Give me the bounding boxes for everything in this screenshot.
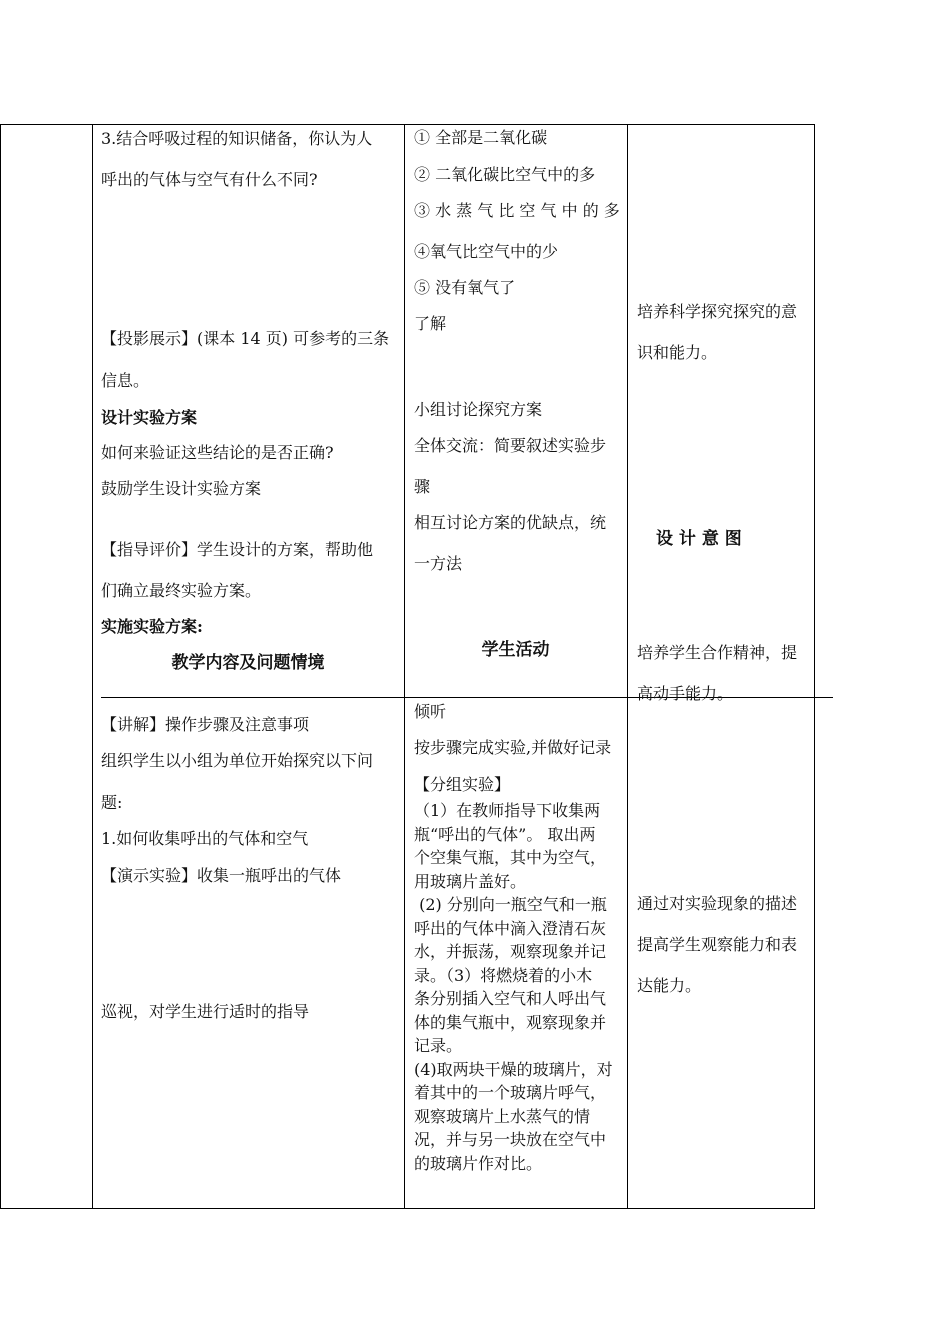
guidance-line1: 【指导评价】学生设计的方案，帮助他 <box>101 540 374 559</box>
share-line2: 骤 <box>414 477 431 496</box>
design-plan-question: 如何来验证这些结论的是否正确? <box>101 443 334 462</box>
projection-line2: 信息。 <box>101 371 150 390</box>
listen-text: 倾听 <box>414 702 447 721</box>
step-line: （1）在教师指导下收集两 <box>414 801 601 820</box>
step-line: 记录。 <box>414 1036 463 1055</box>
lecture-note: 【讲解】操作步骤及注意事项 <box>101 715 310 734</box>
intent-2-line1: 培养学生合作精神，提 <box>637 643 798 662</box>
group-experiment-label: 【分组实验】 <box>414 775 511 794</box>
column-divider-3 <box>627 124 628 1209</box>
step-line: 条分别插入空气和人呼出气 <box>414 989 607 1008</box>
answer-4: ④氧气比空气中的少 <box>414 242 559 261</box>
step-line: 着其中的一个玻璃片呼气， <box>414 1083 607 1102</box>
column-header-teaching-content: 教学内容及问题情境 <box>171 653 325 673</box>
answer-3: ③ 水 蒸 气 比 空 气 中 的 多 <box>414 201 620 220</box>
step-line: 体的集气瓶中，观察现象并 <box>414 1012 607 1032</box>
step-line: 况，并与另一块放在空气中 <box>414 1130 607 1149</box>
mutual-discussion-line2: 一方法 <box>414 554 463 573</box>
step-line: 呼出的气体中滴入澄清石灰 <box>414 918 607 938</box>
intent-2-line2: 高动手能力。 <box>637 684 734 703</box>
step-line: 录。（3）将燃烧着的小木 <box>414 965 593 985</box>
table-right-border <box>814 124 815 1209</box>
question-3-line2: 呼出的气体与空气有什么不同? <box>101 170 318 189</box>
answer-1: ① 全部是二氧化碳 <box>414 128 548 147</box>
implement-plan-title: 实施实验方案: <box>101 617 203 636</box>
column-divider-2 <box>404 124 405 1209</box>
table-left-border <box>0 124 1 1209</box>
step-line: 用玻璃片盖好。 <box>414 871 527 891</box>
guidance-line2: 们确立最终实验方案。 <box>101 581 262 600</box>
table-bottom-border <box>0 1208 815 1209</box>
question-3-line1: 3.结合呼吸过程的知识储备，你认为人 <box>101 129 373 148</box>
step-line: (4)取两块干燥的玻璃片，对 <box>414 1059 613 1079</box>
table-top-border <box>0 124 815 125</box>
step-line: 观察玻璃片上水蒸气的情 <box>414 1106 591 1126</box>
projection-line1: 【投影展示】(课本 14 页) 可参考的三条 <box>101 329 390 348</box>
intent-1-line2: 识和能力。 <box>637 343 718 362</box>
step-line: 水，并振荡，观察现象并记 <box>414 942 607 961</box>
organize-line1: 组织学生以小组为单位开始探究以下问 <box>101 751 374 770</box>
mutual-discussion-line1: 相互讨论方案的优缺点，统 <box>414 513 607 532</box>
demo-experiment: 【演示实验】收集一瓶呼出的气体 <box>101 866 342 885</box>
column-header-design-intent: 设 计 意 图 <box>656 529 742 549</box>
answer-5: ⑤ 没有氧气了 <box>414 278 516 297</box>
follow-steps-text: 按步骤完成实验,并做好记录 <box>414 738 612 757</box>
experiment-steps <box>414 799 613 1175</box>
intent-3-line1: 通过对实验现象的描述 <box>637 894 798 913</box>
step-line: 个空集气瓶，其中为空气， <box>414 848 607 867</box>
answer-2: ② 二氧化碳比空气中的多 <box>414 165 596 184</box>
intent-1-line1: 培养科学探究探究的意 <box>637 302 798 321</box>
intent-3-line3: 达能力。 <box>637 976 702 995</box>
column-header-student-activity: 学生活动 <box>481 640 550 660</box>
step-line: 的玻璃片作对比。 <box>414 1153 543 1173</box>
design-plan-encourage: 鼓励学生设计实验方案 <box>101 479 262 498</box>
understand-text: 了解 <box>414 314 447 333</box>
step-line: 瓶“呼出的气体”。 取出两 <box>414 824 596 844</box>
organize-line2: 题: <box>101 793 123 812</box>
group-discussion: 小组讨论探究方案 <box>414 400 543 419</box>
intent-3-line2: 提高学生观察能力和表 <box>637 935 798 954</box>
patrol-guidance: 巡视，对学生进行适时的指导 <box>101 1002 310 1021</box>
design-plan-title: 设计实验方案 <box>101 408 198 427</box>
step-line: (2) 分别向一瓶空气和一瓶 <box>414 895 607 914</box>
question-1: 1.如何收集呼出的气体和空气 <box>101 829 309 848</box>
share-line1: 全体交流：简要叙述实验步 <box>414 436 607 455</box>
